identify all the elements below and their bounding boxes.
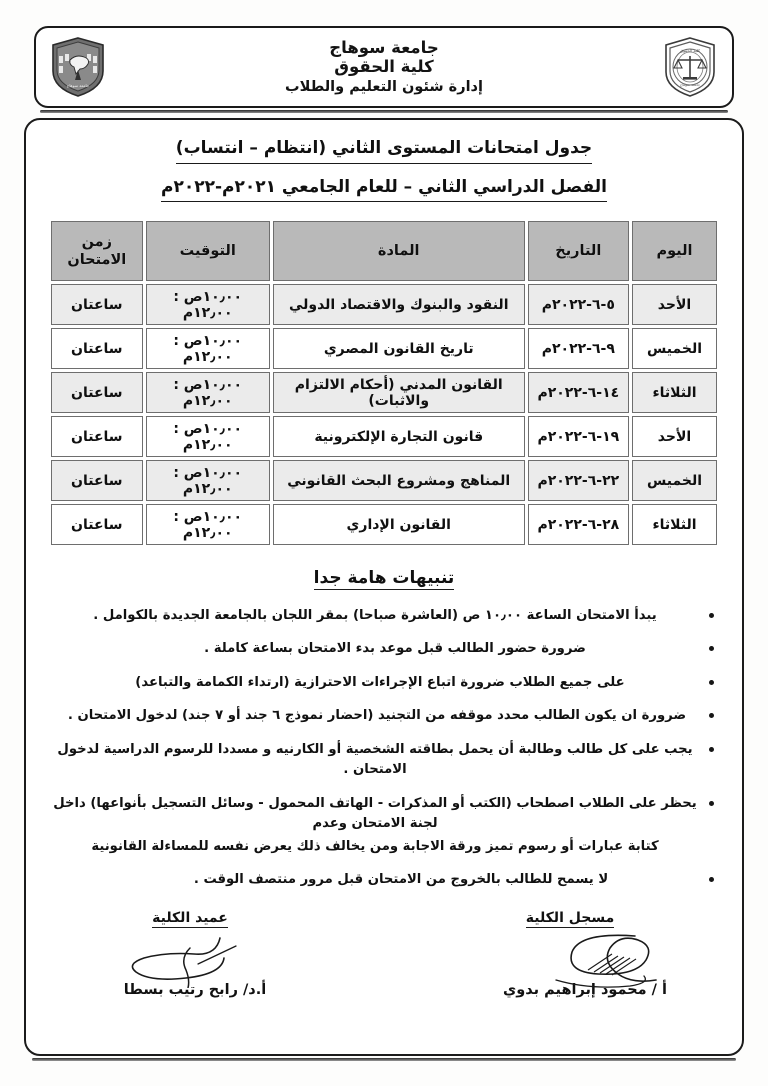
cell-subject: النقود والبنوك والاقتصاد الدولي	[273, 284, 525, 325]
notice-text-line1: يحظر على الطلاب اصطحاب (الكتب أو المذكرات - الهاتف المحمول - وسائل التسجيل بأنواعها) داخل لجنة الامتحان وعدم	[53, 795, 697, 832]
bullet-icon	[709, 613, 714, 618]
letterhead-frame	[34, 26, 734, 108]
bullet-icon	[709, 713, 714, 718]
cell-duration: ساعتان	[51, 504, 143, 545]
cell-duration: ساعتان	[51, 460, 143, 501]
document-frame	[24, 118, 744, 1056]
notice-text: ضرورة ان يكون الطالب محدد موقفه من التجنيد (احضار نموذج ٦ جند أو ٧ جند) لدخول الامتحان .	[67, 708, 687, 724]
cell-subject: قانون التجارة الإلكترونية	[273, 416, 525, 457]
sohag-university-emblem-icon	[48, 36, 108, 98]
university-name: جامعة سوهاج	[329, 37, 439, 57]
department-name: إدارة شئون التعليم والطلاب	[285, 78, 483, 95]
cell-day: الثلاثاء	[632, 372, 717, 413]
registrar-signature-mark	[460, 930, 710, 988]
cell-duration: ساعتان	[51, 372, 143, 413]
cell-subject: تاريخ القانون المصري	[273, 328, 525, 369]
cell-day: الثلاثاء	[632, 504, 717, 545]
signatures-section	[44, 907, 724, 1037]
notices-section	[44, 568, 724, 891]
table-row	[51, 416, 717, 457]
notices-heading: تنبيهات هامة جدا	[313, 568, 455, 588]
notice-text: على جميع الطلاب ضرورة اتباع الإجراءات الاحترازية (ارتداء الكمامة والتباعد)	[135, 674, 625, 690]
bullet-icon	[709, 801, 714, 806]
notice-text: يجب على كل طالب وطالبة أن يحمل بطاقته الشخصية أو الكارنيه و مسددا للرسوم الدراسية لدخول الامتحان .	[57, 741, 693, 778]
header-duration-line2: الامتحان	[67, 252, 127, 268]
cell-date: ٢٨-٦-٢٠٢٢م	[528, 504, 629, 545]
cell-date: ١٩-٦-٢٠٢٢م	[528, 416, 629, 457]
letterhead-titles	[108, 38, 660, 96]
notice-item	[52, 794, 716, 857]
cell-duration: ساعتان	[51, 328, 143, 369]
svg-text:جامعة سوهاج: جامعة سوهاج	[679, 83, 701, 87]
cell-subject: المناهج ومشروع البحث القانوني	[273, 460, 525, 501]
bullet-icon	[709, 680, 714, 685]
cell-time: ١٠٫٠٠ص : ١٢٫٠٠م	[146, 328, 270, 369]
cell-duration: ساعتان	[51, 284, 143, 325]
cell-time: ١٠٫٠٠ص : ١٢٫٠٠م	[146, 504, 270, 545]
header-date: التاريخ	[528, 221, 629, 281]
table-header-row	[51, 221, 717, 281]
svg-text:كلية الحقوق: كلية الحقوق	[680, 48, 700, 53]
notice-item	[52, 706, 716, 726]
signature-dean	[70, 907, 320, 998]
notice-text: يبدأ الامتحان الساعة ١٠٫٠٠ ص (العاشرة صباحا) بمقر اللجان بالجامعة الجديدة بالكوامل .	[93, 608, 657, 623]
schedule-title-line2: الفصل الدراسي الثاني – للعام الجامعي ٢٠٢١م-٢٠٢٢م	[161, 175, 607, 203]
svg-text:جامعة سوهاج: جامعة سوهاج	[66, 83, 90, 88]
schedule-title-line1: جدول امتحانات المستوى الثاني (انتظام – انتساب)	[176, 136, 592, 164]
table-row	[51, 504, 717, 545]
cell-duration: ساعتان	[51, 416, 143, 457]
cell-day: الأحد	[632, 284, 717, 325]
cell-subject: القانون المدني (أحكام الالتزام والاثبات)	[273, 372, 525, 413]
notice-item	[52, 639, 716, 659]
dean-name: أ.د/ رابح رتيب بسطا	[123, 981, 267, 998]
notices-list	[52, 606, 716, 891]
dean-role: عميد الكلية	[152, 909, 228, 926]
bullet-icon	[709, 646, 714, 651]
exam-schedule-table	[48, 218, 720, 548]
header-duration-line1: زمن	[81, 233, 112, 250]
notice-item	[52, 740, 716, 781]
bullet-icon	[709, 877, 714, 882]
cell-day: الأحد	[632, 416, 717, 457]
cell-time: ١٠٫٠٠ص : ١٢٫٠٠م	[146, 416, 270, 457]
notice-item	[52, 870, 716, 890]
table-row	[51, 460, 717, 501]
faculty-name: كلية الحقوق	[334, 57, 434, 77]
cell-time: ١٠٫٠٠ص : ١٢٫٠٠م	[146, 460, 270, 501]
faculty-of-law-emblem-icon	[660, 36, 720, 98]
cell-day: الخميس	[632, 328, 717, 369]
cell-subject: القانون الإداري	[273, 504, 525, 545]
signature-registrar	[460, 907, 710, 998]
table-row	[51, 328, 717, 369]
notice-text: ضرورة حضور الطالب قبل موعد بدء الامتحان بساعة كاملة .	[204, 641, 586, 657]
table-row	[51, 372, 717, 413]
header-time: التوقيت	[146, 221, 270, 281]
bullet-icon	[709, 747, 714, 752]
table-body	[51, 284, 717, 545]
document-title-block	[44, 136, 724, 202]
header-duration	[51, 221, 143, 281]
cell-day: الخميس	[632, 460, 717, 501]
cell-date: ٩-٦-٢٠٢٢م	[528, 328, 629, 369]
notice-item	[52, 673, 716, 693]
cell-time: ١٠٫٠٠ص : ١٢٫٠٠م	[146, 372, 270, 413]
header-subject: المادة	[273, 221, 525, 281]
registrar-name: أ / محمود إبراهيم بدوي	[502, 981, 667, 998]
notice-text-line2: كتابة عبارات أو رسوم تميز ورقة الاجابة ومن يخالف ذلك يعرض نفسه للمساءلة القانونية	[91, 838, 659, 854]
cell-date: ٢٢-٦-٢٠٢٢م	[528, 460, 629, 501]
exam-schedule-table-wrapper	[44, 218, 724, 548]
notice-text: لا يسمح للطالب بالخروج من الامتحان قبل مرور منتصف الوقت .	[193, 872, 609, 888]
cell-date: ١٤-٦-٢٠٢٢م	[528, 372, 629, 413]
cell-time: ١٠٫٠٠ص : ١٢٫٠٠م	[146, 284, 270, 325]
dean-signature-mark	[70, 930, 320, 988]
table-row	[51, 284, 717, 325]
registrar-role: مسجل الكلية	[525, 909, 615, 926]
cell-date: ٥-٦-٢٠٢٢م	[528, 284, 629, 325]
notice-item	[52, 606, 716, 626]
header-day: اليوم	[632, 221, 717, 281]
